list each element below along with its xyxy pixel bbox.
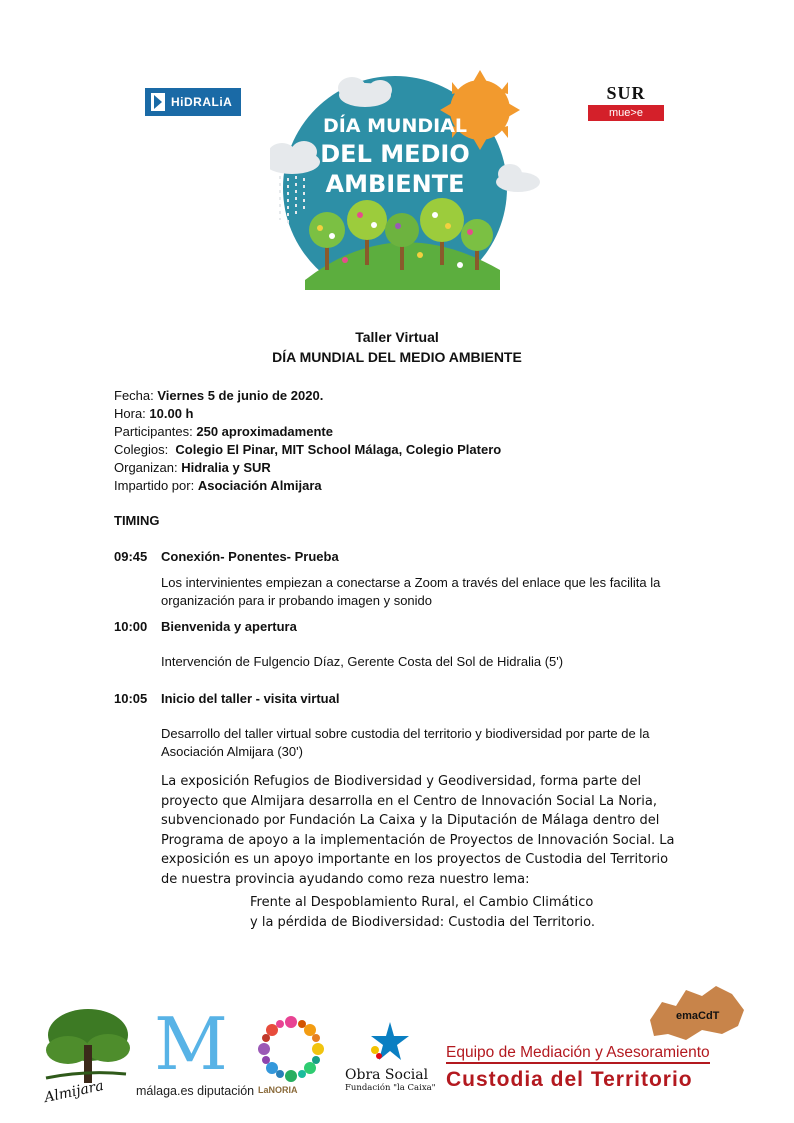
detail-label: Participantes: <box>114 424 197 439</box>
almijara-logo-text: Almijara <box>42 1077 106 1107</box>
timing-desc <box>161 653 563 671</box>
detail-label: Hora: <box>114 406 150 421</box>
hidralia-logo-text: HiDRALiA <box>171 95 233 109</box>
detail-impartido <box>114 477 501 495</box>
sur-logo-subtext: mue>e <box>588 105 664 121</box>
detail-hora <box>114 405 501 423</box>
detail-value: Colegio El Pinar, MIT School Málaga, Colegio Platero <box>175 442 502 457</box>
rain-cloud-icon <box>270 141 320 174</box>
hidralia-mark-icon <box>151 93 165 111</box>
timing-title: Inicio del taller - visita virtual <box>161 691 340 706</box>
doc-title-line2: DÍA MUNDIAL DEL MEDIO AMBIENTE <box>272 349 522 365</box>
timing-desc-line: Intervención de Fulgencio Díaz, Gerente Costa del Sol de Hidralia (5') <box>161 654 564 669</box>
detail-fecha <box>114 387 501 405</box>
detail-participantes <box>114 423 501 441</box>
hero-title-line1: DÍA MUNDIAL <box>322 115 468 137</box>
hero-title-line3: AMBIENTE <box>325 170 465 198</box>
cloud-icon <box>496 164 540 192</box>
detail-value: Viernes 5 de junio de 2020. <box>157 388 324 403</box>
exhibition-paragraph <box>161 772 675 889</box>
malaga-diputacion-logo <box>136 1002 266 1100</box>
caixa-star-icon <box>365 1020 415 1062</box>
detail-label: Impartido por: <box>114 478 198 493</box>
detail-value: 250 aproximadamente <box>196 424 333 439</box>
sur-logo-text: SUR <box>606 83 646 103</box>
emacdt-logo <box>442 980 754 1100</box>
timing-heading: TIMING <box>114 513 160 528</box>
detail-value: Hidralia y SUR <box>181 460 271 475</box>
obra-social-logo <box>345 1020 437 1100</box>
detail-label: Organizan: <box>114 460 182 475</box>
doc-title <box>0 327 794 367</box>
timing-desc-line: Los intervinientes empiezan a conectarse a Zoom a través del enlace que les facilita la <box>161 575 661 590</box>
timing-time: 10:00 <box>114 619 148 634</box>
detail-colegios <box>114 441 501 459</box>
paragraph-line: de nuestra provincia ayudando como reza nuestro lema: <box>161 871 530 887</box>
detail-organizan <box>114 459 501 477</box>
malaga-logo-text: málaga.es diputación <box>136 1084 255 1098</box>
detail-value: 10.00 h <box>149 406 194 421</box>
custodia-territorio-text: Custodia del Territorio <box>446 1068 693 1091</box>
paragraph-line: subvencionado por Fundación La Caixa y la Diputación de Málaga dentro del <box>161 813 660 828</box>
paragraph-line: Programa de apoyo a la implementación de Proyectos de Innovación Social. La <box>161 832 675 848</box>
motto <box>250 893 595 932</box>
event-details <box>114 387 501 495</box>
sun-icon <box>440 70 520 150</box>
motto-line: y la pérdida de Biodiversidad: Custodia del Territorio. <box>250 914 596 930</box>
paragraph-line: proyecto que Almijara desarrolla en el Centro de Innovación Social La Noria, <box>161 793 657 809</box>
malaga-m-icon: M <box>154 1002 228 1086</box>
hero-title-line2: DEL MEDIO <box>320 140 470 168</box>
timing-desc-line: organización para ir probando imagen y sonido <box>161 593 433 608</box>
detail-label: Fecha: <box>114 388 158 403</box>
timing-desc-line: Desarrollo del taller virtual sobre custodia del territorio y biodiversidad por parte de la <box>161 726 650 741</box>
obra-social-text: Obra Social <box>345 1067 429 1083</box>
timing-desc <box>161 574 660 610</box>
sur-logo <box>588 84 664 122</box>
motto-line: Frente al Despoblamiento Rural, el Cambio Climático <box>250 895 594 910</box>
emacdt-text: emaCdT <box>676 1010 720 1022</box>
paragraph-line: exposición es un apoyo importante en los proyectos de Custodia del Territorio <box>161 852 669 867</box>
environment-day-illustration <box>270 70 540 290</box>
timing-title: Bienvenida y apertura <box>161 619 297 634</box>
timing-desc-line: Asociación Almijara (30') <box>161 744 303 759</box>
almijara-logo <box>38 1000 134 1108</box>
doc-title-line1: Taller Virtual <box>355 329 439 345</box>
detail-value: Asociación Almijara <box>197 478 322 493</box>
hidralia-logo <box>145 88 241 116</box>
paragraph-line: La exposición Refugios de Biodiversidad y Geodiversidad, forma parte del <box>161 774 642 789</box>
timing-time: 10:05 <box>114 691 148 706</box>
lanoria-wheel-icon <box>258 1016 324 1082</box>
fundacion-caixa-text: Fundación "la Caixa" <box>345 1083 436 1093</box>
equipo-mediacion-text: Equipo de Mediación y Asesoramiento <box>446 1044 710 1064</box>
lanoria-logo <box>258 1016 328 1098</box>
detail-label: Colegios: <box>114 442 176 457</box>
timing-time: 09:45 <box>114 549 148 564</box>
timing-title: Conexión- Ponentes- Prueba <box>161 549 339 564</box>
timing-desc <box>161 725 649 761</box>
lanoria-logo-text: LaNORIA <box>258 1085 298 1095</box>
